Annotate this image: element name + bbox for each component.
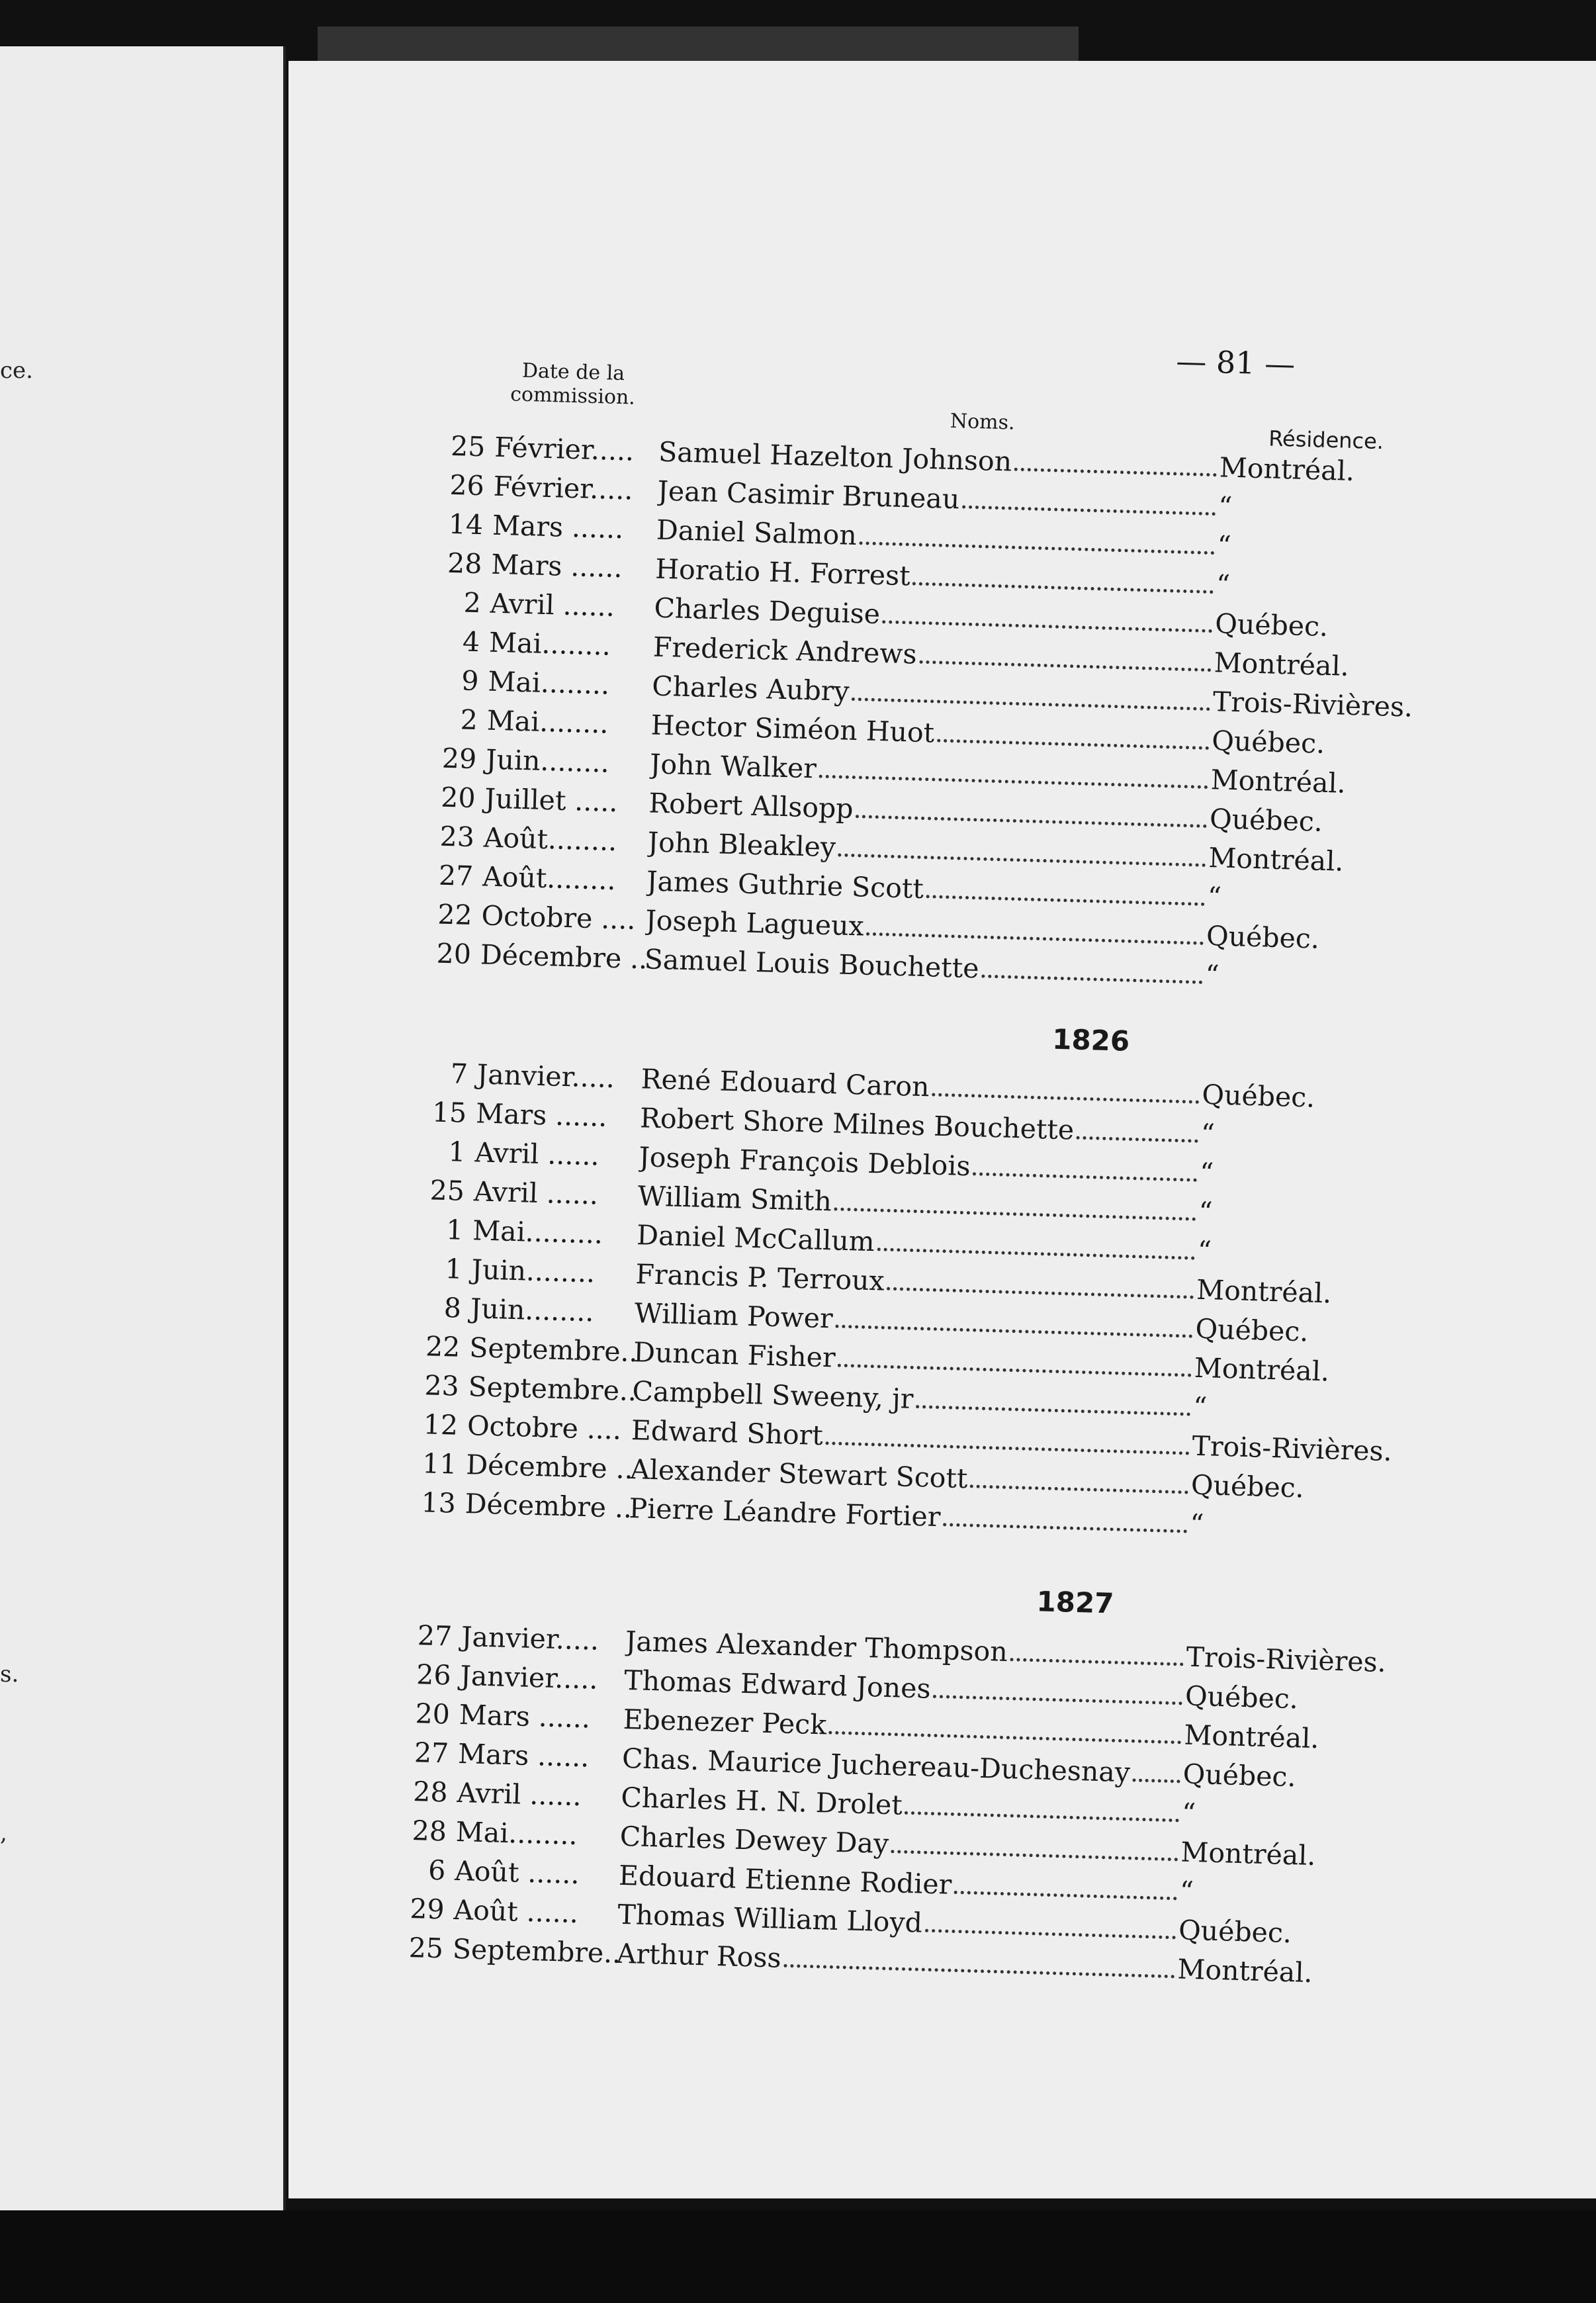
- dot-leader: [859, 541, 1214, 555]
- person-name: William Power: [634, 1297, 834, 1335]
- commission-day: 15: [431, 1096, 467, 1129]
- dot-leader: [838, 853, 1206, 867]
- person-name: Frederick Andrews: [652, 631, 918, 670]
- dot-leader: [891, 1850, 1178, 1861]
- residence: Montréal.: [1219, 451, 1355, 487]
- list-section: [409, 1057, 1596, 1558]
- commission-day: 29: [441, 742, 477, 776]
- commission-day: 4: [462, 625, 480, 658]
- commission-month: Mars ......: [457, 1737, 590, 1774]
- person-name: Hector Siméon Huot: [650, 709, 935, 749]
- commission-month: Mai.........: [472, 1214, 603, 1250]
- person-name: Daniel Salmon: [656, 514, 858, 552]
- residence: Montréal.: [1214, 647, 1350, 682]
- commission-month: Mai........: [455, 1815, 578, 1851]
- dot-leader: [883, 620, 1212, 633]
- commission-month: Octobre ....: [466, 1410, 622, 1446]
- person-name: Samuel Hazelton Johnson: [658, 435, 1012, 478]
- dot-leader: [866, 932, 1204, 945]
- person-name: John Bleakley: [647, 826, 836, 864]
- commission-month: Avril ......: [490, 587, 615, 623]
- dot-leader: [943, 1523, 1187, 1533]
- commission-month: Août........: [482, 860, 617, 897]
- commission-month: Janvier.....: [461, 1620, 599, 1656]
- residence: Québec.: [1211, 725, 1325, 760]
- commission-month: Mai........: [487, 665, 610, 701]
- person-name: James Alexander Thompson: [625, 1625, 1008, 1668]
- commission-month: Décembre ..: [465, 1449, 634, 1486]
- commission-day: 1: [447, 1136, 466, 1168]
- commission-day: 27: [417, 1619, 453, 1652]
- dot-leader: [932, 1093, 1199, 1104]
- dot-leader: [924, 1929, 1175, 1940]
- residence: Montréal.: [1180, 1836, 1317, 1872]
- commission-month: Janvier.....: [459, 1659, 599, 1695]
- person-name: Arthur Ross: [616, 1937, 782, 1974]
- residence: “: [1218, 490, 1233, 523]
- person-name: Chas. Maurice Juchereau-Duchesnay: [621, 1742, 1131, 1789]
- commission-month: Janvier.....: [476, 1058, 615, 1095]
- commission-day: 20: [440, 781, 476, 815]
- left-page-fragment: ce.: [0, 357, 33, 384]
- dot-leader: [856, 815, 1207, 828]
- commission-day: 26: [449, 469, 485, 502]
- left-page-fragment: s.: [0, 1661, 19, 1688]
- dot-leader: [819, 775, 1208, 789]
- page-number: — 81 —: [1175, 343, 1296, 383]
- person-name: James Guthrie Scott: [646, 865, 924, 905]
- person-name: René Edouard Caron: [641, 1063, 930, 1103]
- commission-month: Décembre ..: [480, 938, 648, 975]
- names-column-header: Noms.: [950, 409, 1016, 435]
- commission-day: 25: [450, 429, 486, 463]
- commission-day: 1: [445, 1214, 464, 1246]
- dot-leader: [970, 1484, 1188, 1494]
- dot-leader: [973, 1172, 1197, 1181]
- scan-edge-bottom: [0, 2210, 1596, 2303]
- dot-leader: [1014, 468, 1217, 477]
- document-page: [288, 61, 1596, 2198]
- residence: Montréal.: [1176, 1953, 1313, 1989]
- person-name: Francis P. Terroux: [635, 1258, 885, 1297]
- dot-leader: [919, 660, 1211, 672]
- residence: “: [1197, 1234, 1212, 1267]
- dot-leader: [954, 1891, 1177, 1900]
- year-heading: 1827: [1036, 1585, 1115, 1620]
- commission-day: 28: [412, 1776, 449, 1809]
- dot-leader: [877, 1247, 1194, 1259]
- commission-day: 2: [460, 703, 478, 737]
- dot-leader: [926, 895, 1204, 906]
- person-name: Pierre Léandre Fortier: [629, 1492, 942, 1533]
- commission-day: 25: [408, 1931, 444, 1965]
- commission-month: Février.....: [493, 470, 634, 506]
- date-column-header: Date de la commission.: [510, 359, 636, 410]
- commission-month: Mars ......: [492, 509, 624, 545]
- commission-month: Mars ......: [490, 548, 623, 584]
- dot-leader: [937, 739, 1209, 750]
- residence: Québec.: [1178, 1914, 1292, 1950]
- residence: Trois-Rivières.: [1212, 686, 1413, 723]
- commission-month: Septembre..: [452, 1932, 621, 1969]
- person-name: Charles Aubry: [651, 670, 850, 707]
- commission-day: 1: [444, 1253, 463, 1285]
- commission-month: Août ......: [453, 1893, 579, 1930]
- name-cell: [641, 1063, 1202, 1110]
- commission-day: 11: [421, 1447, 458, 1480]
- residence: Montréal.: [1208, 842, 1345, 878]
- person-name: Duncan Fisher: [633, 1336, 836, 1374]
- residence: Montréal.: [1196, 1273, 1332, 1310]
- residence: Québec.: [1206, 920, 1320, 955]
- commission-month: Septembre..: [468, 1332, 639, 1369]
- person-name: Daniel McCallum: [636, 1219, 875, 1258]
- residence: Montréal.: [1210, 764, 1347, 799]
- commission-month: Octobre ....: [480, 899, 637, 936]
- list-section: [396, 1619, 1596, 2004]
- commission-day: 23: [439, 820, 475, 854]
- residence: Québec.: [1201, 1078, 1315, 1114]
- commission-month: Mars ......: [459, 1698, 591, 1735]
- residence: “: [1204, 959, 1220, 991]
- residence: “: [1200, 1117, 1216, 1150]
- person-name: Joseph François Deblois: [638, 1141, 971, 1183]
- commission-day: 29: [409, 1892, 445, 1926]
- commission-month: Juin........: [470, 1292, 595, 1328]
- commission-month: Avril ......: [473, 1175, 599, 1211]
- residence: Québec.: [1184, 1680, 1299, 1715]
- residence: “: [1192, 1390, 1208, 1423]
- person-name: Edouard Etienne Rodier: [618, 1859, 952, 1901]
- commission-day: 8: [443, 1292, 462, 1324]
- year-heading: 1826: [1051, 1022, 1130, 1058]
- commission-month: Août ......: [454, 1854, 580, 1891]
- person-name: Thomas Edward Jones: [623, 1664, 932, 1705]
- name-cell: [625, 1625, 1186, 1673]
- person-name: Robert Shore Milnes Bouchette: [639, 1102, 1075, 1146]
- person-name: Charles Deguise: [654, 592, 881, 631]
- dot-leader: [835, 1325, 1192, 1338]
- commission-day: 23: [423, 1369, 460, 1402]
- commission-day: 25: [429, 1174, 465, 1207]
- dot-leader: [981, 975, 1202, 984]
- dot-leader: [887, 1287, 1194, 1299]
- dot-leader: [783, 1964, 1175, 1979]
- residence: Trois-Rivières.: [1191, 1429, 1393, 1468]
- residence: “: [1198, 1195, 1214, 1228]
- commission-month: Juin........: [485, 743, 610, 779]
- commission-day: 13: [420, 1486, 457, 1519]
- person-name: Samuel Louis Bouchette: [644, 943, 980, 985]
- residence: “: [1179, 1875, 1194, 1908]
- dot-leader: [825, 1441, 1189, 1455]
- commission-day: 14: [448, 508, 484, 541]
- residence: Québec.: [1214, 608, 1329, 643]
- residence: Québec.: [1182, 1758, 1297, 1793]
- commission-day: 7: [450, 1058, 468, 1090]
- residence: Montréal.: [1194, 1351, 1330, 1388]
- dot-leader: [962, 505, 1216, 516]
- dot-leader: [829, 1731, 1182, 1744]
- person-name: Charles Dewey Day: [619, 1820, 889, 1860]
- residence: Trois-Rivières.: [1186, 1641, 1387, 1679]
- commission-day: 27: [438, 859, 474, 893]
- person-name: Ebenezer Peck: [623, 1703, 827, 1741]
- commission-month: Juin........: [471, 1253, 596, 1289]
- person-name: Campbell Sweeny, jr: [631, 1375, 914, 1415]
- commission-month: Avril ......: [456, 1776, 582, 1813]
- person-name: Alexander Stewart Scott: [629, 1453, 969, 1495]
- left-page-edge: [0, 46, 286, 2210]
- dot-leader: [1077, 1136, 1198, 1143]
- dot-leader: [916, 1405, 1190, 1416]
- commission-month: Septembre..: [468, 1371, 637, 1408]
- commission-month: Avril ......: [474, 1136, 600, 1172]
- commission-month: Juillet .....: [484, 782, 619, 819]
- page-content: [238, 42, 1596, 2215]
- residence: Québec.: [1209, 803, 1323, 838]
- person-name: William Smith: [637, 1180, 832, 1218]
- person-name: John Walker: [649, 748, 817, 785]
- person-name: Edward Short: [631, 1414, 824, 1452]
- residence: Québec.: [1194, 1312, 1309, 1348]
- commission-month: Mai........: [486, 704, 609, 740]
- commission-month: Décembre ..: [465, 1488, 633, 1525]
- commission-day: 26: [416, 1658, 452, 1692]
- dot-leader: [852, 698, 1210, 711]
- dot-leader: [1133, 1778, 1180, 1783]
- commission-day: 20: [415, 1697, 451, 1731]
- residence: “: [1216, 529, 1232, 562]
- residence: “: [1189, 1508, 1204, 1541]
- person-name: Thomas William Lloyd: [617, 1898, 923, 1939]
- commission-day: 28: [447, 547, 483, 580]
- list-section: [424, 429, 1596, 1009]
- dot-leader: [838, 1364, 1192, 1377]
- dot-leader: [912, 582, 1213, 594]
- left-page-fragment: ,: [0, 1820, 7, 1846]
- commission-day: 2: [463, 586, 482, 619]
- commission-day: 9: [461, 664, 480, 698]
- commission-month: Février.....: [494, 431, 635, 467]
- residence: “: [1199, 1156, 1214, 1189]
- person-name: Charles H. N. Drolet: [620, 1781, 903, 1821]
- commission-day: 20: [436, 937, 472, 970]
- residence: Québec.: [1190, 1468, 1305, 1504]
- residence: “: [1207, 881, 1222, 913]
- dot-leader: [905, 1811, 1179, 1823]
- dot-leader: [933, 1695, 1182, 1705]
- commission-month: Mai........: [488, 626, 611, 662]
- dot-leader: [1010, 1658, 1183, 1666]
- commission-day: 27: [414, 1737, 449, 1770]
- residence: “: [1181, 1797, 1196, 1830]
- commission-month: Août........: [483, 821, 617, 858]
- residence: Montréal.: [1183, 1719, 1320, 1755]
- residence-column-header: Résidence.: [1268, 426, 1384, 455]
- person-name: Robert Allsopp: [648, 787, 854, 825]
- dot-leader: [834, 1207, 1196, 1220]
- person-name: Jean Casimir Bruneau: [656, 474, 960, 516]
- commission-day: 22: [425, 1330, 461, 1363]
- commission-month: Mars ......: [475, 1097, 608, 1133]
- name-cell: [658, 436, 1220, 484]
- commission-day: 6: [427, 1854, 446, 1887]
- commission-day: 22: [437, 898, 473, 932]
- commission-day: 28: [412, 1815, 447, 1848]
- person-name: Joseph Lagueux: [644, 904, 865, 942]
- person-name: Horatio H. Forrest: [654, 553, 911, 592]
- commission-day: 12: [423, 1408, 459, 1441]
- residence: “: [1216, 568, 1231, 601]
